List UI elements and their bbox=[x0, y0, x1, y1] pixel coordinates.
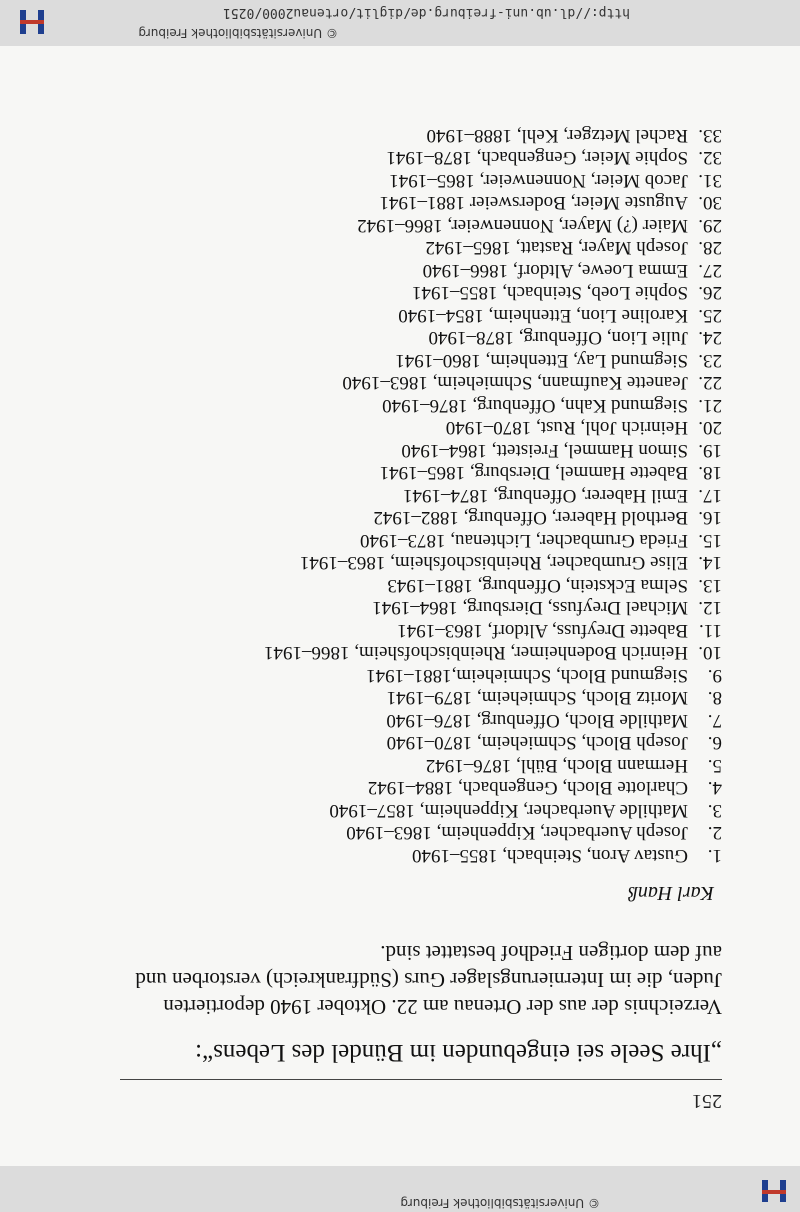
copyright-text: © Universitätsbibliothek Freiburg bbox=[400, 1196, 600, 1210]
list-item-number: 12. bbox=[698, 597, 722, 619]
list-item-text: Jeanette Kaufmann, Schmieheim, 1863–1940 bbox=[342, 372, 688, 394]
list-item-number: 21. bbox=[698, 395, 722, 416]
list-item-number: 7. bbox=[707, 710, 722, 731]
list-item-number: 30. bbox=[698, 192, 722, 214]
library-logo-icon bbox=[758, 1176, 790, 1206]
list-item-number: 5. bbox=[707, 755, 722, 776]
list-item bbox=[82, 754, 722, 777]
list-item-text: Babette Dreyfuss, Altdorf, 1863–1941 bbox=[397, 620, 688, 641]
list-item-text: Auguste Meier, Bodersweier 1881–1941 bbox=[379, 192, 688, 214]
list-item-text: Rachel Metzger, Kehl, 1888–1940 bbox=[426, 125, 688, 146]
list-item bbox=[82, 686, 722, 709]
list-item bbox=[82, 169, 722, 192]
list-item-number: 24. bbox=[698, 327, 722, 349]
scanned-page bbox=[0, 14, 800, 1166]
list-item-number: 8. bbox=[707, 687, 722, 709]
list-item-text: Simon Hammel, Freistett, 1864–1940 bbox=[401, 440, 688, 461]
list-item-text: Karoline Lion, Ettenheim, 1854–1940 bbox=[398, 305, 688, 326]
list-item-text: Joseph Auerbacher, Kippenheim, 1863–1940 bbox=[346, 822, 688, 844]
list-item-number: 23. bbox=[698, 350, 722, 371]
list-item bbox=[82, 146, 722, 169]
list-item bbox=[82, 439, 722, 462]
list-item bbox=[82, 371, 722, 394]
list-item bbox=[82, 709, 722, 732]
list-item bbox=[82, 281, 722, 304]
list-item-number: 25. bbox=[698, 305, 722, 326]
list-item-text: Elise Grumbacher, Rheinbischofsheim, 1863–1941 bbox=[299, 552, 688, 574]
list-item bbox=[82, 664, 722, 687]
list-item-number: 3. bbox=[707, 800, 722, 821]
list-item-number: 31. bbox=[698, 170, 722, 191]
list-item bbox=[82, 461, 722, 484]
list-item-text: Siegmund Kahn, Offenburg, 1876–1940 bbox=[382, 395, 688, 416]
list-item bbox=[82, 394, 722, 417]
list-item bbox=[82, 191, 722, 214]
list-item-text: Babette Hammel, Diersburg, 1865–1941 bbox=[379, 462, 688, 484]
list-item bbox=[82, 776, 722, 799]
list-item-text: Mathilde Bloch, Offenburg, 1876–1940 bbox=[386, 710, 688, 731]
list-item bbox=[82, 821, 722, 844]
list-item bbox=[82, 484, 722, 507]
source-url[interactable]: http://dl.ub.uni-freiburg.de/diglit/ortenau2000/0251 bbox=[223, 5, 630, 20]
list-item bbox=[82, 416, 722, 439]
list-item-text: Maier (?) Mayer, Nonnenweier, 1866–1942 bbox=[357, 215, 688, 236]
bottom-toolbar bbox=[0, 0, 800, 46]
list-item-text: Hermann Bloch, Bühl, 1876–1942 bbox=[425, 755, 688, 776]
list-item bbox=[82, 529, 722, 552]
list-item-text: Mathilde Auerbacher, Kippenheim, 1857–1940 bbox=[329, 800, 688, 821]
list-item bbox=[82, 799, 722, 822]
list-item-number: 6. bbox=[707, 732, 722, 754]
list-item bbox=[82, 259, 722, 282]
page-number: 251 bbox=[692, 1090, 722, 1112]
list-item-text: Julie Lion, Offenburg, 1878–1940 bbox=[428, 327, 688, 349]
list-item-number: 4. bbox=[707, 777, 722, 799]
list-item-number: 14. bbox=[698, 552, 722, 574]
library-logo-icon-bottom bbox=[16, 8, 48, 38]
intro-paragraph: Verzeichnis der aus der Ortenau am 22. Oktober 1940 deportierten Juden, die im Internierungslager Gurs (Südfrankreich) verstorben und auf dem dortigen Friedhof bestattet sind. bbox=[135, 941, 722, 1019]
list-item bbox=[82, 124, 722, 147]
list-item-text: Joseph Bloch, Schmieheim, 1870–1940 bbox=[386, 732, 688, 754]
list-item-text: Joseph Mayer, Rastatt, 1865–1942 bbox=[425, 237, 688, 259]
list-item-text: Siegmund Bloch, Schmieheim,1881–1941 bbox=[366, 665, 688, 686]
list-item-number: 27. bbox=[698, 260, 722, 281]
list-item bbox=[82, 506, 722, 529]
list-item-text: Emma Loewe, Altdorf, 1866–1940 bbox=[422, 260, 688, 281]
list-item-text: Heinrich Bodenheimer, Rheinbischofsheim, 1866–1941 bbox=[263, 642, 688, 664]
list-item-text: Selma Eckstein, Offenburg, 1881–1943 bbox=[387, 575, 688, 596]
list-item-number: 26. bbox=[698, 282, 722, 304]
list-item-number: 10. bbox=[698, 642, 722, 664]
deportee-list bbox=[82, 124, 722, 867]
top-toolbar bbox=[0, 1166, 800, 1212]
list-item bbox=[82, 304, 722, 327]
list-item-number: 9. bbox=[707, 665, 722, 686]
list-item-number: 19. bbox=[698, 440, 722, 461]
list-item bbox=[82, 596, 722, 619]
list-item-number: 28. bbox=[698, 237, 722, 259]
list-item bbox=[82, 574, 722, 597]
list-item bbox=[82, 641, 722, 664]
list-item bbox=[82, 551, 722, 574]
list-item-number: 17. bbox=[698, 485, 722, 506]
list-item-text: Berthold Haberer, Offenburg, 1882–1942 bbox=[373, 507, 688, 529]
list-item bbox=[82, 619, 722, 642]
page-heading: „Ihre Seele sei eingebunden im Bündel des Lebens“: bbox=[195, 1039, 722, 1066]
header-rule bbox=[120, 1079, 722, 1080]
list-item-number: 13. bbox=[698, 575, 722, 596]
list-item-number: 18. bbox=[698, 462, 722, 484]
list-item-number: 1. bbox=[707, 845, 722, 866]
list-item-text: Jacob Meier, Nonnenweier, 1865–1941 bbox=[389, 170, 688, 191]
list-item-text: Gustav Aron, Steinbach, 1855–1940 bbox=[411, 845, 688, 866]
list-item-text: Sophie Loeb, Steinbach, 1855–1941 bbox=[412, 282, 688, 304]
list-item-number: 16. bbox=[698, 507, 722, 529]
list-item-number: 22. bbox=[698, 372, 722, 394]
list-item-text: Charlotte Bloch, Gengenbach, 1884–1942 bbox=[367, 777, 688, 799]
list-item-number: 20. bbox=[698, 417, 722, 439]
bottom-copyright-text: © Universitätsbibliothek Freiburg bbox=[138, 26, 338, 40]
list-item-text: Siegmund Lay, Ettenheim, 1860–1941 bbox=[395, 350, 688, 371]
list-item bbox=[82, 214, 722, 237]
list-item-number: 29. bbox=[698, 215, 722, 236]
list-item-text: Frieda Grumbacher, Lichtenau, 1873–1940 bbox=[360, 530, 688, 551]
list-item bbox=[82, 731, 722, 754]
list-item-text: Moritz Bloch, Schmieheim, 1879–1941 bbox=[386, 687, 688, 709]
author-name: Karl Hanß bbox=[627, 882, 714, 904]
list-item-number: 15. bbox=[698, 530, 722, 551]
list-item-number: 32. bbox=[698, 147, 722, 169]
list-item bbox=[82, 844, 722, 867]
list-item bbox=[82, 349, 722, 372]
list-item bbox=[82, 236, 722, 259]
list-item-number: 33. bbox=[698, 125, 722, 146]
list-item-text: Sophie Meier, Gengenbach, 1878–1941 bbox=[386, 147, 688, 169]
list-item-text: Emil Haberer, Offenburg, 1874–1941 bbox=[402, 485, 688, 506]
list-item-text: Michael Dreyfuss, Diersburg, 1864–1941 bbox=[372, 597, 688, 619]
list-item-text: Heinrich Johl, Rust, 1870–1940 bbox=[445, 417, 688, 439]
list-item bbox=[82, 326, 722, 349]
list-item-number: 11. bbox=[698, 620, 722, 641]
list-item-number: 2. bbox=[707, 822, 722, 844]
